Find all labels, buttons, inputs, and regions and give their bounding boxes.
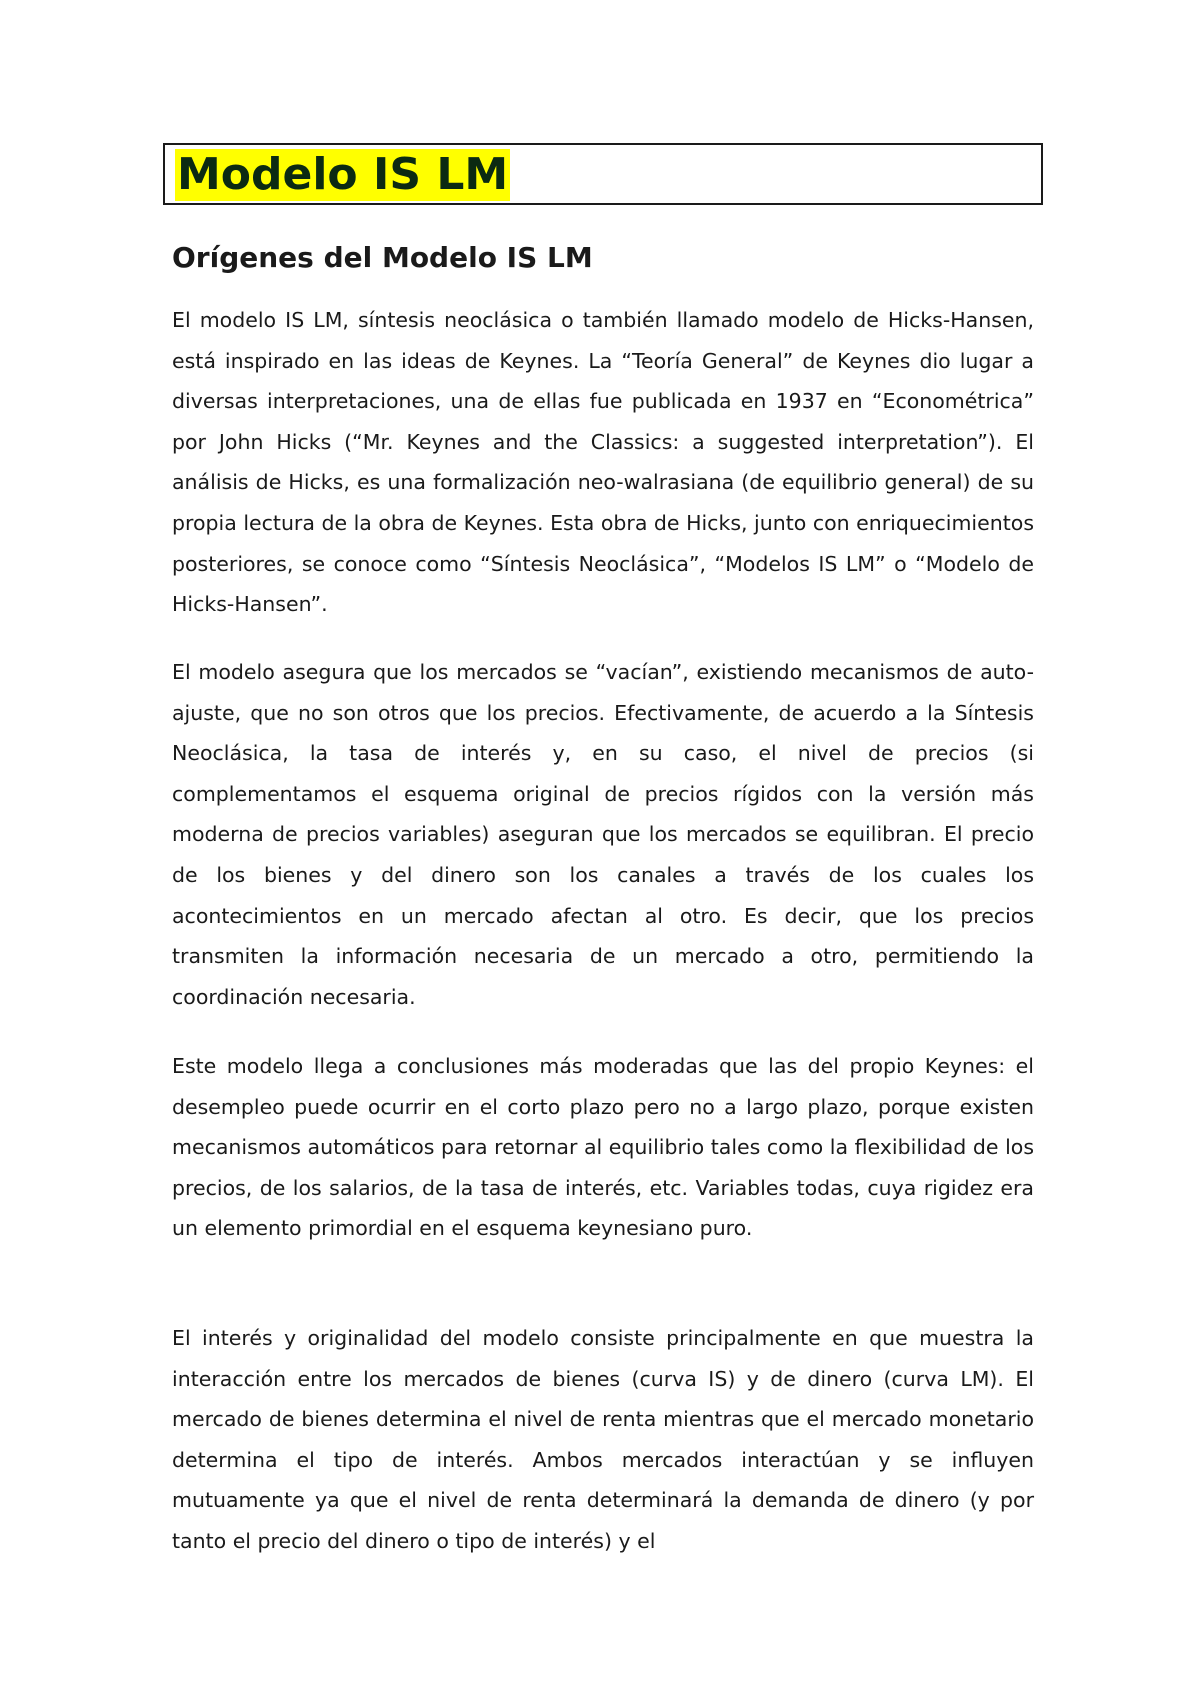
document-title: Modelo IS LM <box>177 149 509 200</box>
paragraph: El modelo asegura que los mercados se “vacían”, existiendo mecanismos de auto-ajuste, que no son otros que los precios. Efectivamente, de acuerdo a la Síntesis Neoclásica, la tasa de interés y, en su caso, el nivel de precios (si complementamos el esquema original de precios rígidos con la versión más moderna de precios variables) aseguran que los mercados se equilibran. El precio de los bienes y del dinero son los canales a través de los cuales los acontecimientos en un mercado afectan al otro. Es decir, que los precios transmiten la información necesaria de un mercado a otro, permitiendo la coordinación necesaria. <box>172 660 1034 1009</box>
paragraph: El interés y originalidad del modelo consiste principalmente en que muestra la interacción entre los mercados de bienes (curva IS) y de dinero (curva LM). El mercado de bienes determina el nivel de renta mientras que el mercado monetario determina el tipo de interés. Ambos mercados interactúan y se influyen mutuamente ya que el nivel de renta determinará la demanda de dinero (y por tanto el precio del dinero o tipo de interés) y el <box>172 1326 1034 1553</box>
title-box <box>163 143 1043 205</box>
paragraph: El modelo IS LM, síntesis neoclásica o también llamado modelo de Hicks-Hansen, está inspirado en las ideas de Keynes. La “Teoría General” de Keynes dio lugar a diversas interpretaciones, una de ellas fue publicada en 1937 en “Econométrica” por John Hicks (“Mr. Keynes and the Classics: a suggested interpretation”). El análisis de Hicks, es una formalización neo-walrasiana (de equilibrio general) de su propia lectura de la obra de Keynes. Esta obra de Hicks, junto con enriquecimientos posteriores, se conoce como “Síntesis Neoclásica”, “Modelos IS LM” o “Modelo de Hicks-Hansen”. <box>172 308 1034 617</box>
paragraph: Este modelo llega a conclusiones más moderadas que las del propio Keynes: el desempleo puede ocurrir en el corto plazo pero no a largo plazo, porque existen mecanismos automáticos para retornar al equilibrio tales como la flexibilidad de los precios, de los salarios, de la tasa de interés, etc. Variables todas, cuya rigidez era un elemento primordial en el esquema keynesiano puro. <box>172 1054 1034 1241</box>
section-heading: Orígenes del Modelo IS LM <box>172 241 593 274</box>
